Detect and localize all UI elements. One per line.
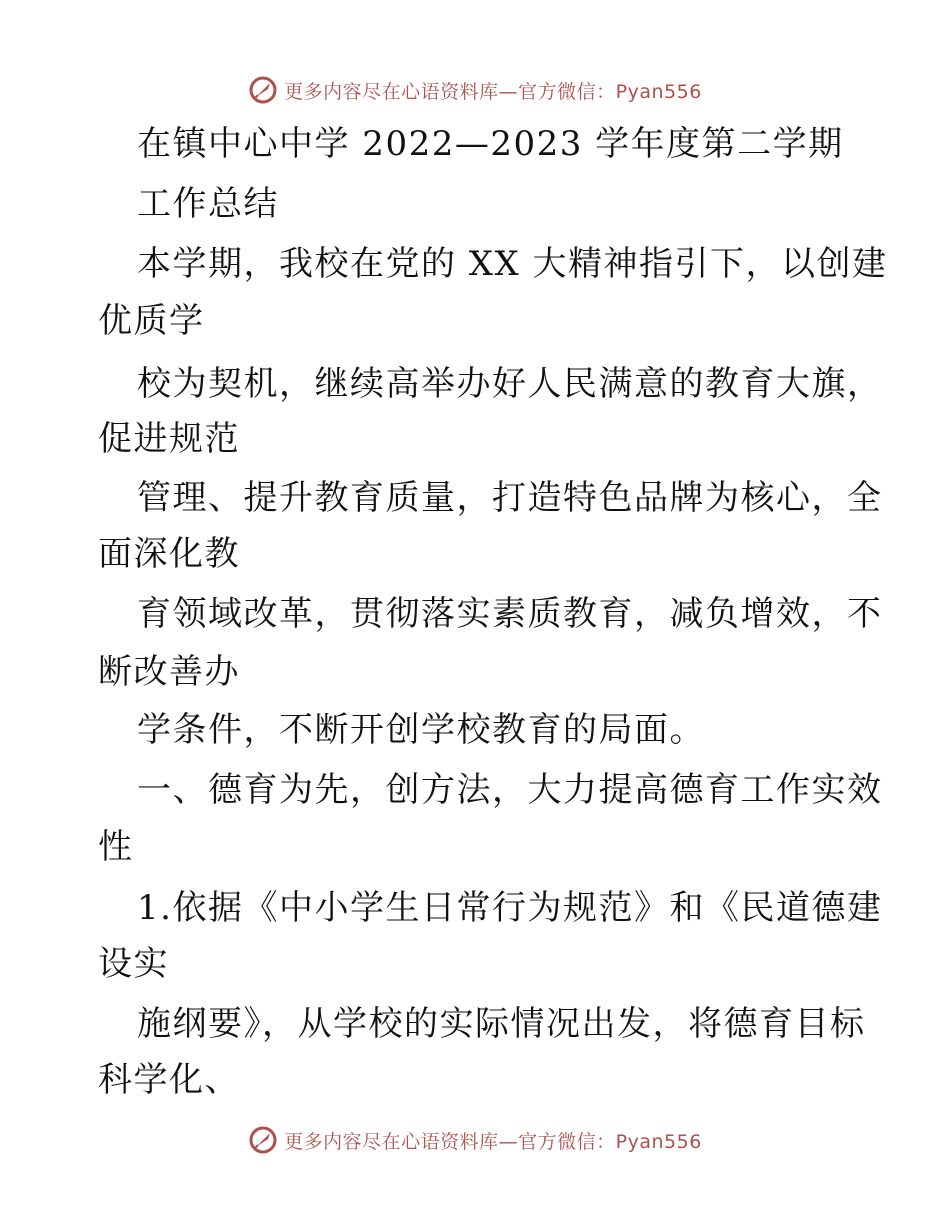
paragraph-line: 本学期，我校在党的 XX 大精神指引下，以创建 — [137, 244, 888, 284]
paragraph-line: 1.依据《中小学生日常行为规范》和《民道德建 — [137, 888, 883, 928]
banner-text: 更多内容尽在心语资料库—官方微信：Pyan556 — [284, 1130, 702, 1153]
section-heading-line: 一、德育为先，创方法，大力提高德育工作实效 — [137, 770, 883, 810]
paragraph-line: 优质学 — [98, 301, 205, 341]
paragraph-line: 面深化教 — [98, 534, 240, 574]
quill-logo-icon — [248, 1125, 278, 1155]
doc-title-line-1: 在镇中心中学 2022—2023 学年度第二学期 — [137, 124, 844, 164]
quill-logo-icon — [248, 75, 278, 105]
header-watermark-banner — [0, 70, 950, 110]
paragraph-line: 校为契机，继续高举办好人民满意的教育大旗， — [137, 364, 883, 404]
paragraph-line: 育领域改革，贯彻落实素质教育，减负增效，不 — [137, 594, 883, 634]
paragraph-line: 学条件，不断开创学校教育的局面。 — [137, 710, 705, 750]
banner-text: 更多内容尽在心语资料库—官方微信：Pyan556 — [284, 80, 702, 103]
paragraph-line: 科学化、 — [98, 1060, 240, 1100]
footer-watermark-banner — [0, 1120, 950, 1160]
section-heading-line: 性 — [98, 827, 134, 867]
paragraph-line: 促进规范 — [98, 419, 240, 459]
paragraph-line: 设实 — [98, 944, 169, 984]
paragraph-line: 断改善办 — [98, 652, 240, 692]
doc-title-line-2: 工作总结 — [137, 184, 279, 224]
paragraph-line: 管理、提升教育质量，打造特色品牌为核心，全 — [137, 478, 883, 518]
paragraph-line: 施纲要》，从学校的实际情况出发，将德育目标 — [137, 1004, 866, 1044]
